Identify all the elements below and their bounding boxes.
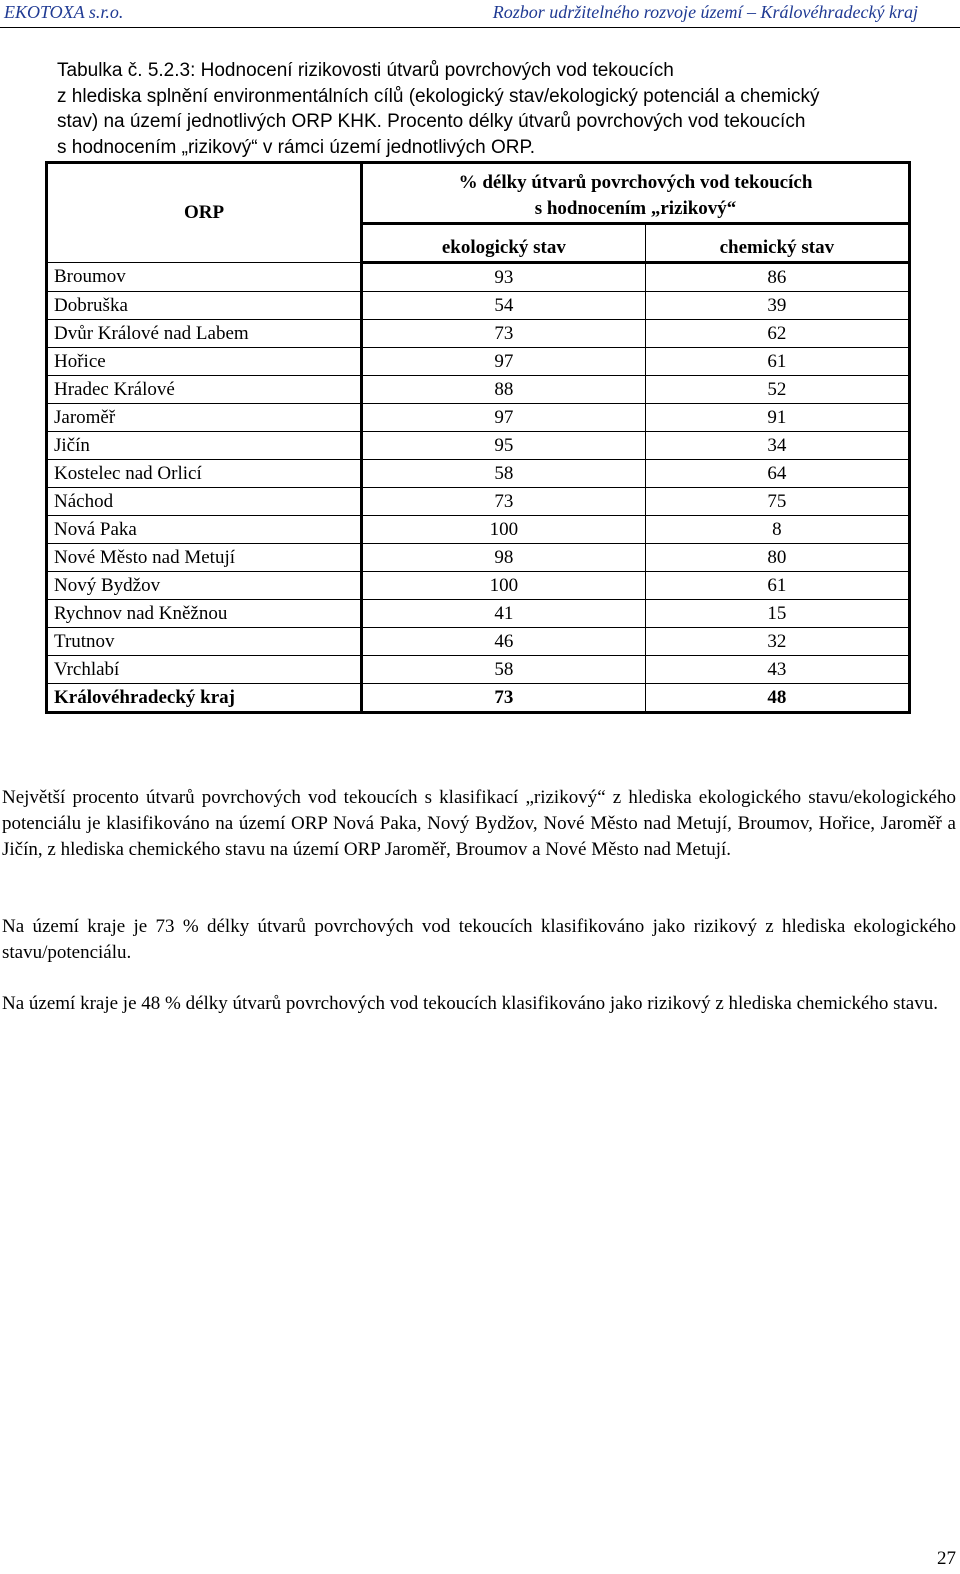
caption-line: z hlediska splnění environmentálních cílů (ekologický stav/ekologický potenciál a chemický <box>57 85 820 107</box>
table-row <box>47 460 910 488</box>
table-row <box>47 516 910 544</box>
cell-orp: Nové Město nad Metují <box>47 544 362 572</box>
cell-orp: Dobruška <box>47 292 362 320</box>
table-row <box>47 292 910 320</box>
paragraph: Na území kraje je 73 % délky útvarů povrchových vod tekoucích klasifikováno jako rizikový z hlediska ekologického stavu/potenciálu. <box>2 916 956 963</box>
table-row <box>47 404 910 432</box>
cell-ecological: 41 <box>362 600 646 628</box>
cell-ecological: 46 <box>362 628 646 656</box>
table-row <box>47 628 910 656</box>
cell-ecological: 100 <box>362 516 646 544</box>
cell-chemical: 32 <box>645 628 909 656</box>
table-row <box>47 263 910 292</box>
cell-chemical: 86 <box>645 263 909 292</box>
cell-orp: Vrchlabí <box>47 656 362 684</box>
cell-chemical: 75 <box>645 488 909 516</box>
cell-ecological: 73 <box>362 320 646 348</box>
cell-ecological: 97 <box>362 348 646 376</box>
table-row <box>47 376 910 404</box>
caption-line: Tabulka č. 5.2.3: Hodnocení rizikovosti útvarů povrchových vod tekoucích <box>57 60 674 81</box>
cell-orp: Nový Bydžov <box>47 572 362 600</box>
cell-orp: Broumov <box>47 263 362 292</box>
cell-ecological: 73 <box>362 684 646 713</box>
table-row <box>47 600 910 628</box>
cell-ecological: 88 <box>362 376 646 404</box>
cell-orp: Jaroměř <box>47 404 362 432</box>
cell-chemical: 61 <box>645 348 909 376</box>
caption-line: s hodnocením „rizikový“ v rámci území jednotlivých ORP. <box>57 136 535 158</box>
header-document-title: Rozbor udržitelného rozvoje území – Královéhradecký kraj <box>492 2 918 22</box>
cell-orp: Náchod <box>47 488 362 516</box>
cell-orp: Rychnov nad Kněžnou <box>47 600 362 628</box>
cell-chemical: 48 <box>645 684 909 713</box>
table-row <box>47 348 910 376</box>
table-caption <box>57 58 907 160</box>
column-header-orp: ORP <box>47 163 362 263</box>
table-total-row <box>47 684 910 713</box>
cell-ecological: 58 <box>362 460 646 488</box>
caption-line: stav) na území jednotlivých ORP KHK. Procento délky útvarů povrchových vod tekoucích <box>57 111 806 132</box>
group-header-line: % délky útvarů povrchových vod tekoucích <box>458 172 813 193</box>
cell-ecological: 73 <box>362 488 646 516</box>
cell-orp: Kostelec nad Orlicí <box>47 460 362 488</box>
page-number: 27 <box>937 1548 956 1569</box>
table-row <box>47 320 910 348</box>
cell-ecological: 100 <box>362 572 646 600</box>
cell-orp: Jičín <box>47 432 362 460</box>
cell-chemical: 91 <box>645 404 909 432</box>
table-row <box>47 488 910 516</box>
cell-ecological: 98 <box>362 544 646 572</box>
cell-chemical: 34 <box>645 432 909 460</box>
table-row <box>47 432 910 460</box>
cell-orp: Trutnov <box>47 628 362 656</box>
cell-ecological: 97 <box>362 404 646 432</box>
page-header <box>0 0 960 28</box>
table-row <box>47 656 910 684</box>
cell-orp: Nová Paka <box>47 516 362 544</box>
paragraph: Na území kraje je 48 % délky útvarů povrchových vod tekoucích klasifikováno jako rizikový z hlediska chemického stavu. <box>2 993 938 1014</box>
cell-chemical: 52 <box>645 376 909 404</box>
column-header-ecological: ekologický stav <box>362 224 646 263</box>
column-header-chemical: chemický stav <box>645 224 909 263</box>
cell-chemical: 43 <box>645 656 909 684</box>
cell-orp: Královéhradecký kraj <box>47 684 362 713</box>
table-row <box>47 572 910 600</box>
paragraph: Největší procento útvarů povrchových vod tekoucích s klasifikací „rizikový“ z hlediska ekologického stavu/ekologického potenciálu je klasifikováno na území ORP Nová Paka, Nový Bydžov, Nové Město nad Metují, Broumov, Hořice, Jaroměř a Jičín, z hlediska chemického stavu na území ORP Jaroměř, Broumov a Nové Město nad Metují. <box>2 787 956 860</box>
cell-ecological: 93 <box>362 263 646 292</box>
orp-risk-table <box>45 161 911 714</box>
table-body <box>47 263 910 713</box>
cell-chemical: 15 <box>645 600 909 628</box>
cell-chemical: 80 <box>645 544 909 572</box>
column-group-header <box>362 163 910 224</box>
cell-orp: Hořice <box>47 348 362 376</box>
cell-chemical: 62 <box>645 320 909 348</box>
cell-ecological: 54 <box>362 292 646 320</box>
cell-orp: Hradec Králové <box>47 376 362 404</box>
cell-chemical: 8 <box>645 516 909 544</box>
header-company: EKOTOXA s.r.o. <box>4 2 124 22</box>
cell-chemical: 64 <box>645 460 909 488</box>
cell-ecological: 95 <box>362 432 646 460</box>
cell-ecological: 58 <box>362 656 646 684</box>
cell-orp: Dvůr Králové nad Labem <box>47 320 362 348</box>
cell-chemical: 61 <box>645 572 909 600</box>
cell-chemical: 39 <box>645 292 909 320</box>
group-header-line: s hodnocením „rizikový“ <box>534 198 737 219</box>
table-row <box>47 544 910 572</box>
